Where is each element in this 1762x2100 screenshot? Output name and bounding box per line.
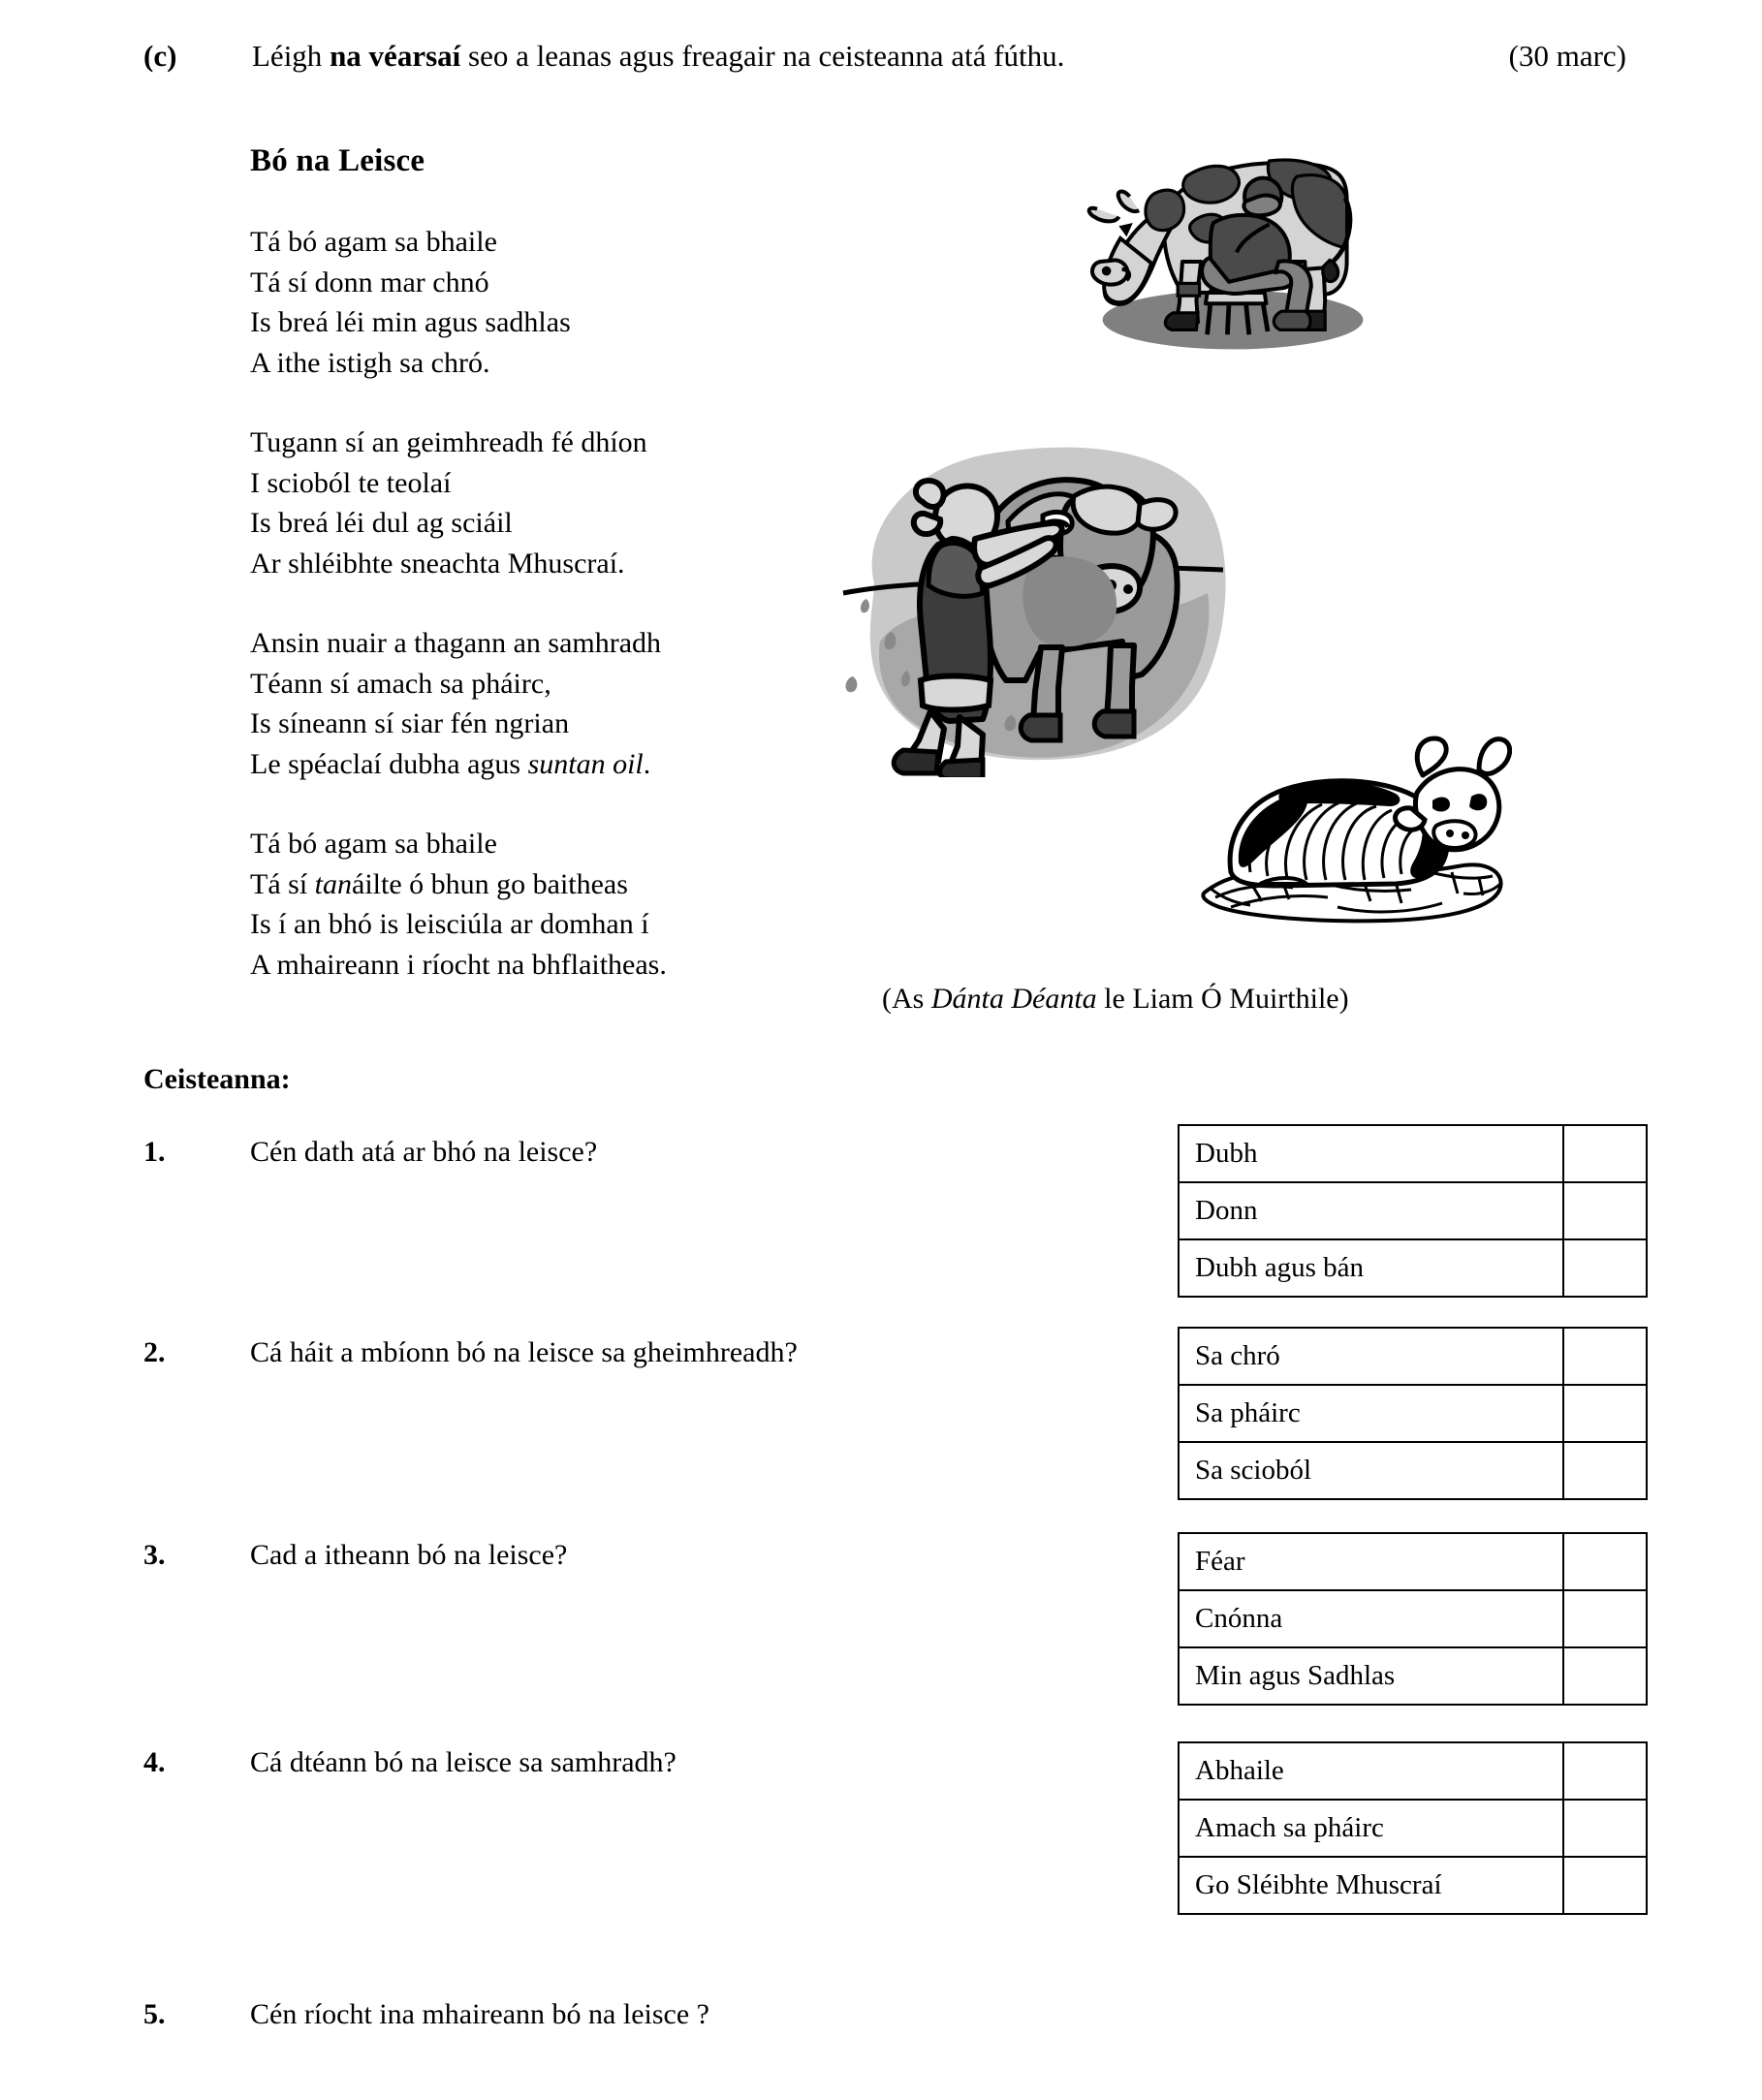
option-tick-box[interactable] <box>1563 1182 1647 1239</box>
poem-line-pre: Tá sí <box>250 867 315 900</box>
option-label: Amach sa pháirc <box>1179 1800 1563 1857</box>
option-tick-box[interactable] <box>1563 1857 1647 1914</box>
option-label: Féar <box>1179 1533 1563 1590</box>
poem-line: Tá bó agam sa bhaile <box>250 828 497 860</box>
table-row[interactable] <box>1179 1125 1647 1182</box>
poem-line-italic: tan <box>314 867 352 900</box>
poem-line: Is í an bhó is leisciúla ar domhan í <box>250 908 649 940</box>
table-row[interactable] <box>1179 1182 1647 1239</box>
question-text-4: Cá dtéann bó na leisce sa samhradh? <box>250 1746 676 1778</box>
instruction-bold: na véarsaí <box>330 39 461 73</box>
option-label: Sa chró <box>1179 1328 1563 1385</box>
option-label: Dubh <box>1179 1125 1563 1182</box>
poem-stanza-3 <box>250 623 870 784</box>
option-tick-box[interactable] <box>1563 1385 1647 1442</box>
poem-line: Is breá léi min agus sadhlas <box>250 306 571 338</box>
poem-stanza-2 <box>250 423 870 583</box>
part-label: (c) <box>143 39 177 73</box>
option-tick-box[interactable] <box>1563 1647 1647 1705</box>
poem-line: Is breá léi dul ag sciáil <box>250 507 513 539</box>
poem-line: Tá sí donn mar chnó <box>250 266 489 298</box>
answer-options-table-1 <box>1178 1124 1648 1298</box>
attribution-post: le Liam Ó Muirthile) <box>1096 983 1349 1015</box>
questions-heading: Ceisteanna: <box>143 1063 291 1095</box>
question-number-1: 1. <box>143 1136 166 1168</box>
poem-title: Bó na Leisce <box>250 143 425 178</box>
table-row[interactable] <box>1179 1533 1647 1590</box>
poem-attribution <box>882 983 1349 1016</box>
table-row[interactable] <box>1179 1647 1647 1705</box>
option-tick-box[interactable] <box>1563 1533 1647 1590</box>
question-number-4: 4. <box>143 1746 166 1778</box>
question-part-header <box>143 39 1626 74</box>
answer-options-table-2 <box>1178 1327 1648 1500</box>
table-row[interactable] <box>1179 1800 1647 1857</box>
option-tick-box[interactable] <box>1563 1328 1647 1385</box>
option-label: Go Sléibhte Mhuscraí <box>1179 1857 1563 1914</box>
poem-line: Ansin nuair a thagann an samhradh <box>250 627 662 659</box>
poem-stanza-4 <box>250 824 870 985</box>
poem-line: Téann sí amach sa pháirc, <box>250 667 551 700</box>
poem-line-post: áilte ó bhun go baitheas <box>352 867 628 900</box>
poem-line <box>250 864 870 905</box>
option-label: Sa scioból <box>1179 1442 1563 1499</box>
instruction-pre: Léigh <box>252 39 330 73</box>
question-text-2: Cá háit a mbíonn bó na leisce sa gheimhreadh? <box>250 1336 798 1368</box>
instruction-post: seo a leanas agus freagair na ceisteanna atá fúthu. <box>460 39 1065 73</box>
milking-cow-illustration <box>1074 145 1384 351</box>
table-row[interactable] <box>1179 1590 1647 1647</box>
question-text-3: Cad a itheann bó na leisce? <box>250 1539 568 1571</box>
poem-stanza-1 <box>250 222 870 383</box>
marks-label: (30 marc) <box>1508 39 1626 73</box>
part-instruction <box>252 39 1509 74</box>
question-text-5: Cén ríocht ina mhaireann bó na leisce ? <box>250 1998 709 2030</box>
poem-line-post: . <box>643 747 651 780</box>
poem-line: A mhaireann i ríocht na bhflaitheas. <box>250 948 667 981</box>
table-row[interactable] <box>1179 1442 1647 1499</box>
option-tick-box[interactable] <box>1563 1239 1647 1297</box>
question-text-1: Cén dath atá ar bhó na leisce? <box>250 1136 598 1168</box>
answer-options-table-3 <box>1178 1532 1648 1706</box>
table-row[interactable] <box>1179 1328 1647 1385</box>
option-tick-box[interactable] <box>1563 1800 1647 1857</box>
option-tick-box[interactable] <box>1563 1590 1647 1647</box>
option-tick-box[interactable] <box>1563 1442 1647 1499</box>
poem-line: Tá bó agam sa bhaile <box>250 226 497 258</box>
poem-line: A ithe istigh sa chró. <box>250 346 490 379</box>
option-label: Dubh agus bán <box>1179 1239 1563 1297</box>
question-number-5: 5. <box>143 1998 166 2030</box>
option-label: Donn <box>1179 1182 1563 1239</box>
resting-cow-illustration <box>1192 717 1512 940</box>
table-row[interactable] <box>1179 1385 1647 1442</box>
woman-petting-cow-illustration <box>835 438 1243 777</box>
table-row[interactable] <box>1179 1857 1647 1914</box>
poem-line <box>250 744 870 785</box>
answer-options-table-4 <box>1178 1741 1648 1915</box>
poem-line: Ar shléibhte sneachta Mhuscraí. <box>250 547 625 580</box>
option-label: Cnónna <box>1179 1590 1563 1647</box>
poem-line: Is síneann sí siar fén ngrian <box>250 707 570 739</box>
option-tick-box[interactable] <box>1563 1742 1647 1800</box>
question-number-2: 2. <box>143 1336 166 1368</box>
option-label: Abhaile <box>1179 1742 1563 1800</box>
question-number-3: 3. <box>143 1539 166 1571</box>
table-row[interactable] <box>1179 1239 1647 1297</box>
attribution-pre: (As <box>882 983 931 1015</box>
option-tick-box[interactable] <box>1563 1125 1647 1182</box>
option-label: Sa pháirc <box>1179 1385 1563 1442</box>
poem-line: Tugann sí an geimhreadh fé dhíon <box>250 426 647 458</box>
table-row[interactable] <box>1179 1742 1647 1800</box>
poem-line-pre: Le spéaclaí dubha agus <box>250 747 528 780</box>
poem-line: I scioból te teolaí <box>250 466 452 499</box>
attribution-source-title: Dánta Déanta <box>930 983 1097 1015</box>
poem-block <box>250 143 870 1024</box>
option-label: Min agus Sadhlas <box>1179 1647 1563 1705</box>
poem-line-italic: suntan oil <box>527 747 644 780</box>
